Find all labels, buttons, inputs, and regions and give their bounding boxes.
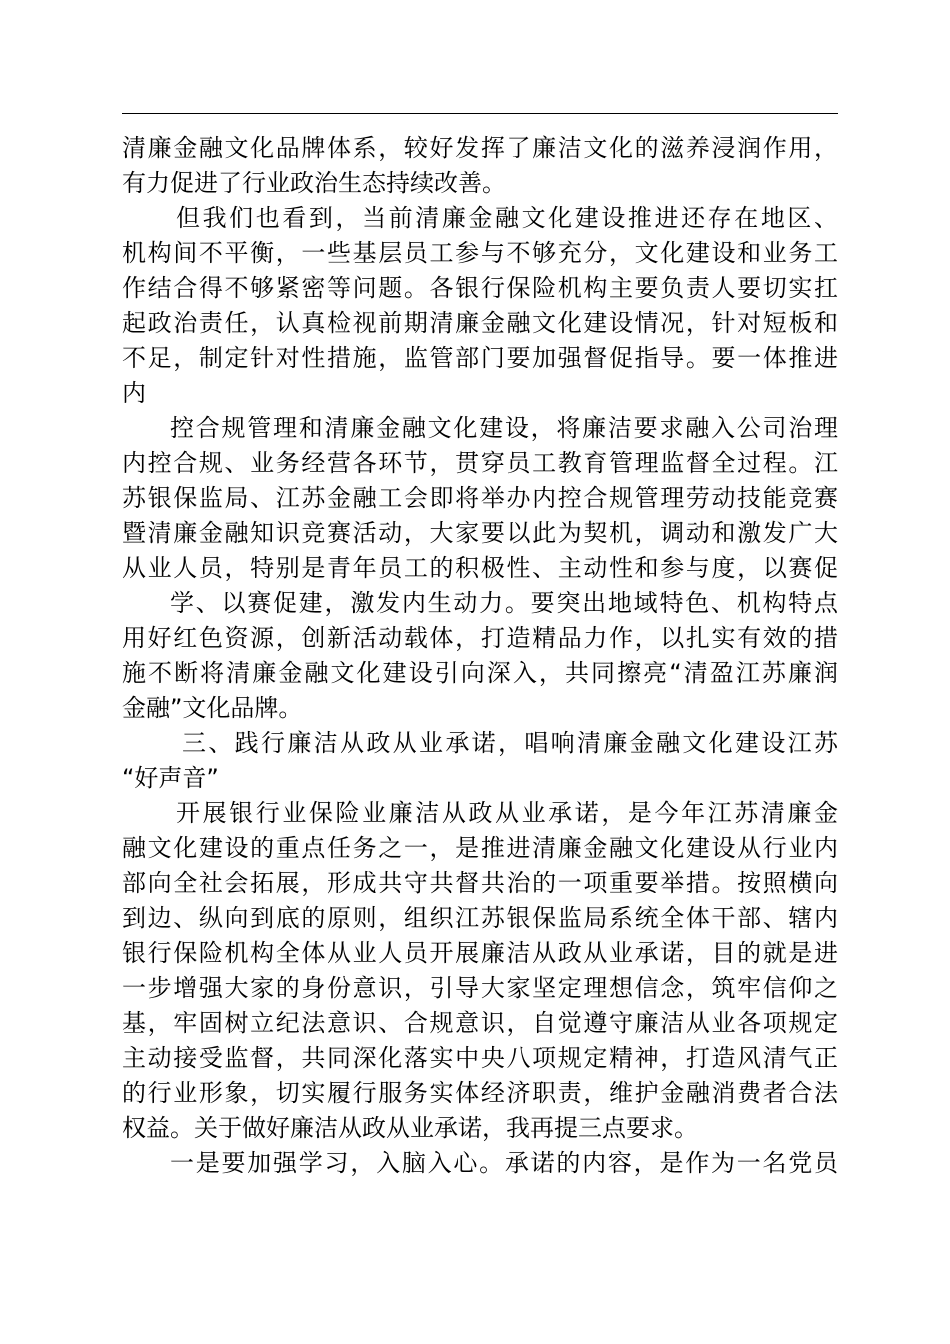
text-line: 金融”文化品牌。: [122, 694, 303, 722]
text-line: 清廉金融文化品牌体系，较好发挥了廉洁文化的滋养浸润作用，: [122, 134, 838, 162]
paragraph-first-line: 开展银行业保险业廉洁从政从业承诺，是今年江苏清廉金: [176, 799, 838, 827]
paragraph-first-line: 学、以赛促建，激发内生动力。要突出地域特色、机构特点: [170, 589, 838, 617]
text-line: 不足，制定针对性措施，监管部门要加强督促指导。要一体推进: [122, 344, 838, 372]
text-line: 起政治责任，认真检视前期清廉金融文化建设情况，针对短板和: [122, 309, 838, 337]
paragraph-first-line: 但我们也看到，当前清廉金融文化建设推进还存在地区、: [176, 204, 838, 232]
text-line: 部向全社会拓展，形成共守共督共治的一项重要举措。按照横向: [122, 869, 838, 897]
paragraph-first-line: 控合规管理和清廉金融文化建设，将廉洁要求融入公司治理: [170, 414, 838, 442]
text-line: 内: [122, 379, 146, 407]
header-rule: [122, 113, 838, 114]
text-line: 的行业形象，切实履行服务实体经济职责，维护金融消费者合法: [122, 1079, 838, 1107]
text-line: 暨清廉金融知识竞赛活动，大家要以此为契机，调动和激发广大: [122, 519, 838, 547]
text-line: 施不断将清廉金融文化建设引向深入，共同擦亮“清盈江苏廉润: [122, 659, 838, 687]
text-line: 权益。关于做好廉洁从政从业承诺，我再提三点要求。: [122, 1114, 698, 1142]
section-heading-continued: “好声音”: [122, 764, 219, 792]
text-line: 作结合得不够紧密等问题。各银行保险机构主要负责人要切实扛: [122, 274, 838, 302]
text-line: 融文化建设的重点任务之一，是推进清廉金融文化建设从行业内: [122, 834, 838, 862]
text-line: 内控合规、业务经营各环节，贯穿员工教育管理监督全过程。江: [122, 449, 838, 477]
text-line: 银行保险机构全体从业人员开展廉洁从政从业承诺，目的就是进: [122, 939, 838, 967]
text-line: 苏银保监局、江苏金融工会即将举办内控合规管理劳动技能竞赛: [122, 484, 838, 512]
text-line: 到边、纵向到底的原则，组织江苏银保监局系统全体干部、辖内: [122, 904, 838, 932]
text-line: 基，牢固树立纪法意识、合规意识，自觉遵守廉洁从业各项规定: [122, 1009, 838, 1037]
text-line: 有力促进了行业政治生态持续改善。: [122, 169, 506, 197]
text-line: 从业人员，特别是青年员工的积极性、主动性和参与度，以赛促: [122, 554, 838, 582]
section-heading: 三、践行廉洁从政从业承诺，唱响清廉金融文化建设江苏: [182, 729, 838, 757]
text-line: 机构间不平衡，一些基层员工参与不够充分，文化建设和业务工: [122, 239, 838, 267]
paragraph-first-line: 一是要加强学习，入脑入心。承诺的内容，是作为一名党员: [170, 1149, 838, 1177]
text-line: 用好红色资源，创新活动载体，打造精品力作，以扎实有效的措: [122, 624, 838, 652]
text-line: 主动接受监督，共同深化落实中央八项规定精神，打造风清气正: [122, 1044, 838, 1072]
text-line: 一步增强大家的身份意识，引导大家坚定理想信念，筑牢信仰之: [122, 974, 838, 1002]
